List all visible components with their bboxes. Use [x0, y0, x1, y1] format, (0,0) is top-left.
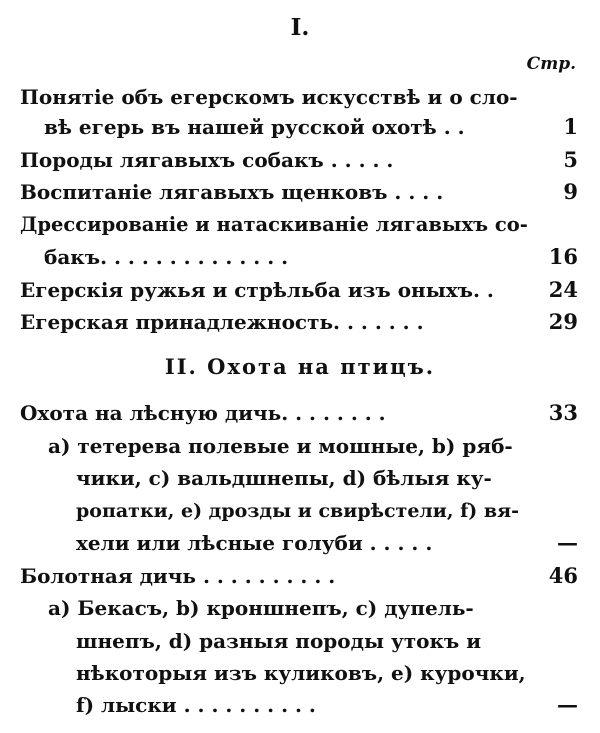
toc-line: шнепъ, d) разныя породы утокъ и [76, 629, 482, 653]
section-2-heading: II. Охота на птицъ. [164, 354, 436, 379]
toc-page-number: 16 [548, 244, 578, 269]
toc-line: Охота на лѣсную дичь. . . . . . . . [20, 401, 386, 425]
toc-page-number: 29 [548, 309, 578, 334]
toc-line: Егерскія ружья и стрѣльба изъ оныхъ. . [20, 278, 494, 302]
toc-page-number: 24 [548, 277, 578, 302]
toc-line: Воспитаніе лягавыхъ щенковъ . . . . [20, 180, 444, 204]
toc-line: бакъ. . . . . . . . . . . . . . [44, 245, 289, 269]
toc-page-number: — [557, 530, 578, 555]
toc-line: ропатки, е) дрозды и свирѣстели, f) вя- [76, 500, 520, 522]
toc-page-number: 1 [563, 114, 578, 139]
toc-line: Дрессированіе и натаскиваніе лягавыхъ со- [20, 213, 528, 236]
toc-line: Болотная дичь . . . . . . . . . . [20, 564, 336, 588]
toc-line: Породы лягавыхъ собакъ . . . . . [20, 148, 394, 172]
page-column-header: Стр. [526, 54, 576, 74]
toc-line: нѣкоторыя изъ куликовъ, е) курочки, [76, 661, 526, 685]
toc-page-number: — [557, 692, 578, 717]
toc-line: хели или лѣсные голуби . . . . . [76, 531, 433, 555]
toc-page-number: 5 [563, 147, 578, 172]
section-1-heading: I. [290, 14, 310, 41]
toc-page-number: 9 [563, 179, 578, 204]
toc-line: а) Бекасъ, b) кроншнепъ, с) дупель- [48, 596, 474, 620]
toc-line: Понятіе объ егерскомъ искусствѣ и о сло- [20, 85, 518, 109]
toc-page-number: 46 [548, 563, 578, 588]
toc-page-number: 33 [548, 400, 578, 425]
toc-line: Егерская принадлежность. . . . . . . [20, 310, 424, 334]
toc-line: чики, с) вальдшнепы, d) бѣлыя ку- [76, 466, 492, 490]
toc-line: вѣ егерь въ нашей русской охотѣ . . [44, 115, 465, 139]
toc-line: f) лыски . . . . . . . . . . [76, 693, 316, 717]
toc-line: а) тетерева полевые и мошные, b) ряб- [48, 434, 513, 458]
